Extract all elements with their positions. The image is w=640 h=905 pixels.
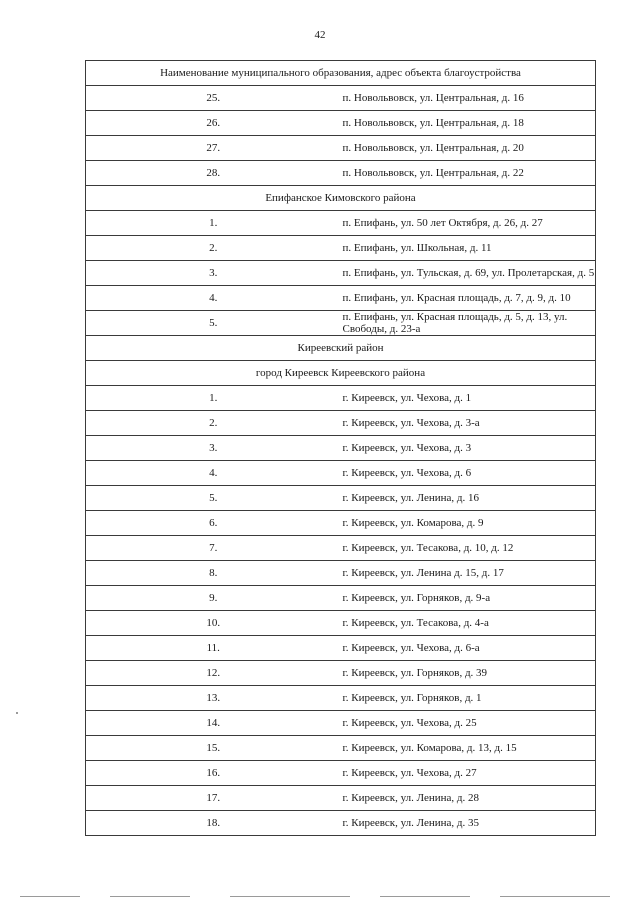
table-row	[86, 636, 596, 661]
row-number: 7.	[86, 536, 341, 561]
table-row	[86, 86, 596, 111]
table-header-row	[86, 61, 596, 86]
address-table-body	[86, 61, 596, 836]
table-row	[86, 436, 596, 461]
row-number: 4.	[86, 461, 341, 486]
row-number: 2.	[86, 236, 341, 261]
row-address: п. Епифань, ул. 50 лет Октября, д. 26, д. 27	[341, 211, 596, 236]
row-address: г. Киреевск, ул. Горняков, д. 9-а	[341, 586, 596, 611]
row-address: г. Киреевск, ул. Тесакова, д. 4-а	[341, 611, 596, 636]
row-address: г. Киреевск, ул. Чехова, д. 6-а	[341, 636, 596, 661]
table-row	[86, 611, 596, 636]
table-row	[86, 111, 596, 136]
row-address: г. Киреевск, ул. Ленина, д. 28	[341, 786, 596, 811]
row-address: п. Епифань, ул. Красная площадь, д. 7, д. 9, д. 10	[341, 286, 596, 311]
page-number: 42	[314, 29, 326, 41]
address-table	[85, 60, 596, 836]
section-row	[86, 336, 596, 361]
table-row	[86, 136, 596, 161]
row-address: г. Киреевск, ул. Комарова, д. 13, д. 15	[341, 736, 596, 761]
row-number: 28.	[86, 161, 341, 186]
row-number: 1.	[86, 386, 341, 411]
table-row	[86, 561, 596, 586]
row-number: 6.	[86, 511, 341, 536]
section-title: Епифанское Кимовского района	[86, 186, 596, 211]
table-row	[86, 686, 596, 711]
table-row	[86, 511, 596, 536]
row-address: г. Киреевск, ул. Ленина, д. 16	[341, 486, 596, 511]
row-number: 10.	[86, 611, 341, 636]
row-number: 3.	[86, 436, 341, 461]
table-row	[86, 411, 596, 436]
table-row	[86, 236, 596, 261]
row-number: 2.	[86, 411, 341, 436]
row-number: 27.	[86, 136, 341, 161]
row-address: г. Киреевск, ул. Ленина, д. 35	[341, 811, 596, 836]
row-address: п. Епифань, ул. Красная площадь, д. 5, д. 13, ул. Свободы, д. 23-а	[341, 311, 596, 336]
row-number: 17.	[86, 786, 341, 811]
row-address: п. Новольвовск, ул. Центральная, д. 16	[341, 86, 596, 111]
row-number: 12.	[86, 661, 341, 686]
row-address: г. Киреевск, ул. Чехова, д. 3	[341, 436, 596, 461]
row-address: г. Киреевск, ул. Чехова, д. 27	[341, 761, 596, 786]
row-address: г. Киреевск, ул. Чехова, д. 3-а	[341, 411, 596, 436]
row-address: г. Киреевск, ул. Чехова, д. 25	[341, 711, 596, 736]
section-title: Киреевский район	[86, 336, 596, 361]
table-row	[86, 661, 596, 686]
table-row	[86, 286, 596, 311]
row-number: 4.	[86, 286, 341, 311]
row-number: 1.	[86, 211, 341, 236]
row-number: 18.	[86, 811, 341, 836]
row-address: п. Новольвовск, ул. Центральная, д. 18	[341, 111, 596, 136]
row-number: 16.	[86, 761, 341, 786]
row-address: г. Киреевск, ул. Чехова, д. 6	[341, 461, 596, 486]
section-title: город Киреевск Киреевского района	[86, 361, 596, 386]
row-number: 25.	[86, 86, 341, 111]
table-row	[86, 736, 596, 761]
row-address: г. Киреевск, ул. Горняков, д. 39	[341, 661, 596, 686]
row-number: 9.	[86, 586, 341, 611]
row-address: п. Епифань, ул. Тульская, д. 69, ул. Пролетарская, д. 5	[341, 261, 596, 286]
table-row	[86, 311, 596, 336]
row-number: 3.	[86, 261, 341, 286]
row-number: 14.	[86, 711, 341, 736]
row-number: 8.	[86, 561, 341, 586]
row-address: п. Новольвовск, ул. Центральная, д. 20	[341, 136, 596, 161]
section-row	[86, 186, 596, 211]
table-row	[86, 386, 596, 411]
table-row	[86, 711, 596, 736]
table-header: Наименование муниципального образования, адрес объекта благоустройства	[86, 61, 596, 86]
table-row	[86, 211, 596, 236]
row-address: г. Киреевск, ул. Горняков, д. 1	[341, 686, 596, 711]
row-address: г. Киреевск, ул. Ленина д. 15, д. 17	[341, 561, 596, 586]
table-row	[86, 811, 596, 836]
row-address: п. Епифань, ул. Школьная, д. 11	[341, 236, 596, 261]
row-number: 26.	[86, 111, 341, 136]
table-row	[86, 761, 596, 786]
table-row	[86, 261, 596, 286]
table-row	[86, 161, 596, 186]
row-number: 5.	[86, 311, 341, 336]
section-row	[86, 361, 596, 386]
table-row	[86, 786, 596, 811]
table-row	[86, 536, 596, 561]
row-number: 15.	[86, 736, 341, 761]
row-address: г. Киреевск, ул. Чехова, д. 1	[341, 386, 596, 411]
row-number: 5.	[86, 486, 341, 511]
table-row	[86, 461, 596, 486]
row-address: п. Новольвовск, ул. Центральная, д. 22	[341, 161, 596, 186]
row-number: 13.	[86, 686, 341, 711]
table-row	[86, 486, 596, 511]
row-address: г. Киреевск, ул. Тесакова, д. 10, д. 12	[341, 536, 596, 561]
row-address: г. Киреевск, ул. Комарова, д. 9	[341, 511, 596, 536]
table-row	[86, 586, 596, 611]
row-number: 11.	[86, 636, 341, 661]
